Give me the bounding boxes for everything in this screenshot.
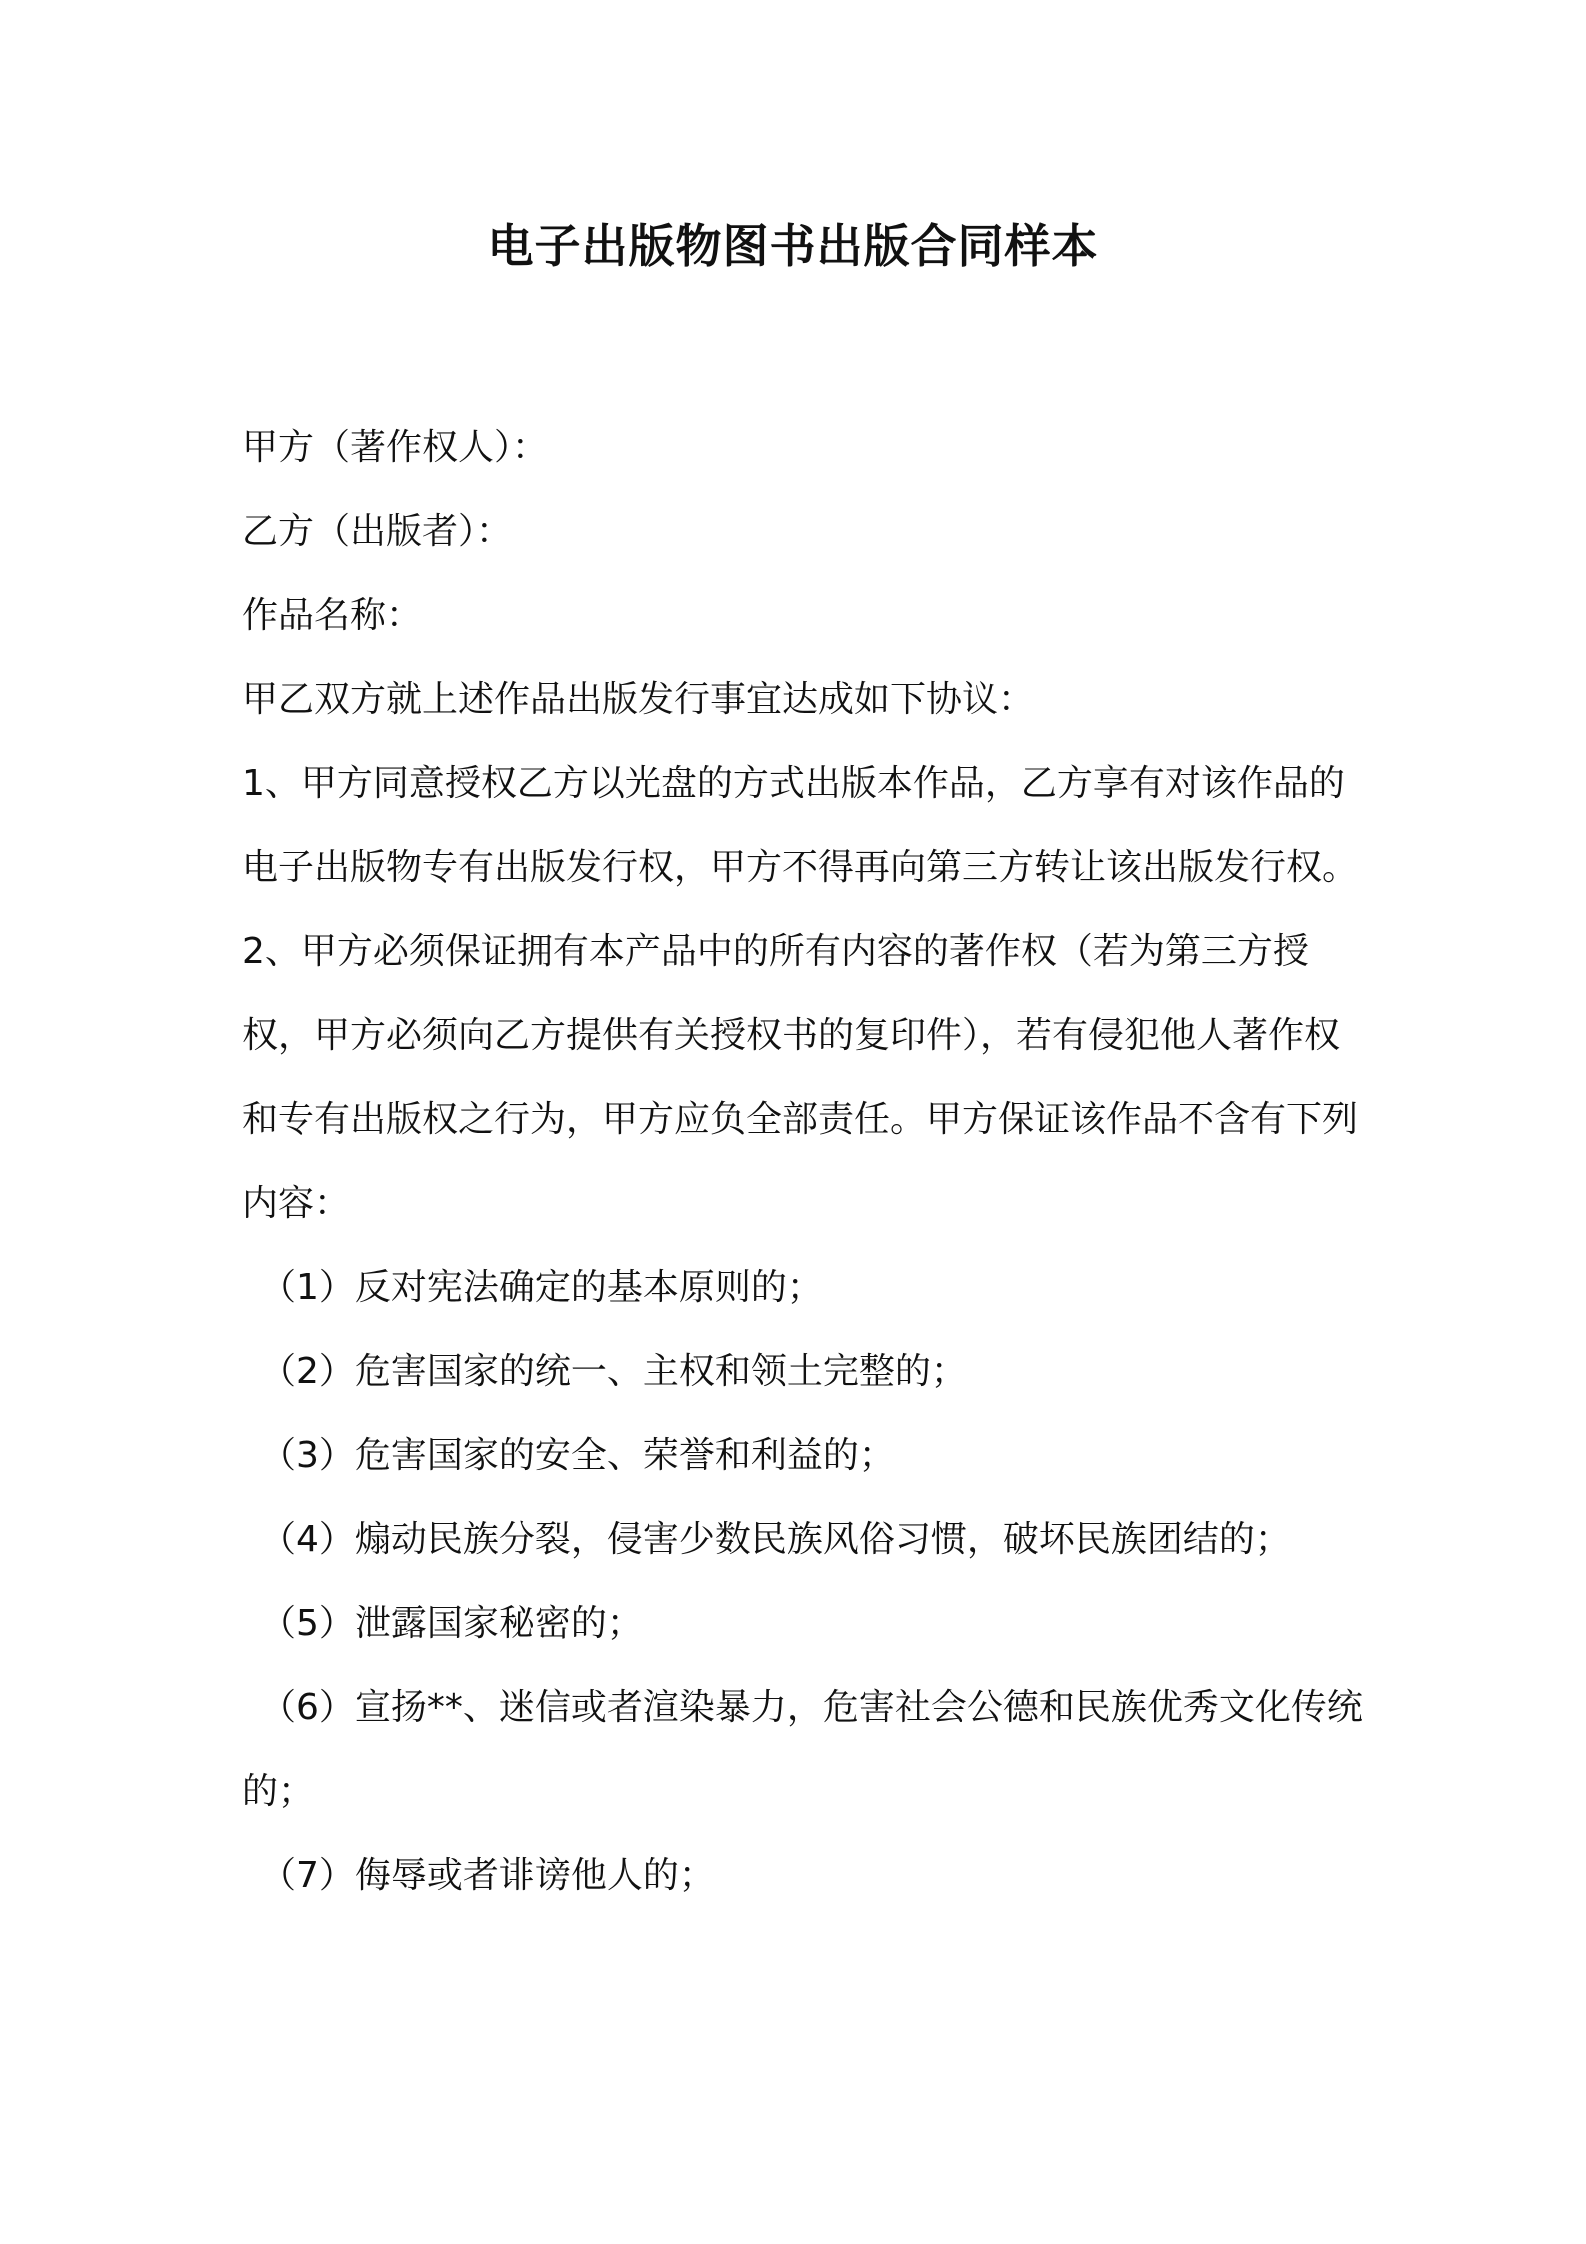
clause-2-item-5: （5）泄露国家秘密的；: [260, 1603, 643, 1644]
clause-1: 1、甲方同意授权乙方以光盘的方式出版本作品，乙方享有对该作品的电子出版物专有出版发行权，甲方不得再向第三方转让该出版发行权。: [242, 763, 1359, 888]
agreement-intro: 甲乙双方就上述作品出版发行事宜达成如下协议：: [242, 679, 1035, 720]
document-body: [242, 406, 1364, 1918]
work-title-line: 作品名称：: [242, 595, 423, 636]
clause-2-item-3: （3）危害国家的安全、荣誉和利益的；: [260, 1435, 895, 1476]
clause-2: 2、甲方必须保证拥有本产品中的所有内容的著作权（若为第三方授权，甲方必须向乙方提供有关授权书的复印件），若有侵犯他人著作权和专有出版权之行为，甲方应负全部责任。甲方保证该作品不含有下列内容：: [242, 931, 1359, 1224]
clause-2-item-2: （2）危害国家的统一、主权和领土完整的；: [260, 1351, 967, 1392]
clause-2-item-7: （7）侮辱或者诽谤他人的；: [260, 1855, 715, 1896]
clause-2-item-1: （1）反对宪法确定的基本原则的；: [260, 1267, 823, 1308]
clause-2-item-4: （4）煽动民族分裂，侵害少数民族风俗习惯，破坏民族团结的；: [260, 1519, 1291, 1560]
document-title: 电子出版物图书出版合同样本: [487, 219, 1099, 273]
party-a-line: 甲方（著作权人）：: [242, 427, 549, 468]
party-b-line: 乙方（出版者）：: [242, 511, 513, 552]
clause-2-item-6: （6）宣扬**、迷信或者渲染暴力，危害社会公德和民族优秀文化传统的；: [242, 1687, 1363, 1812]
